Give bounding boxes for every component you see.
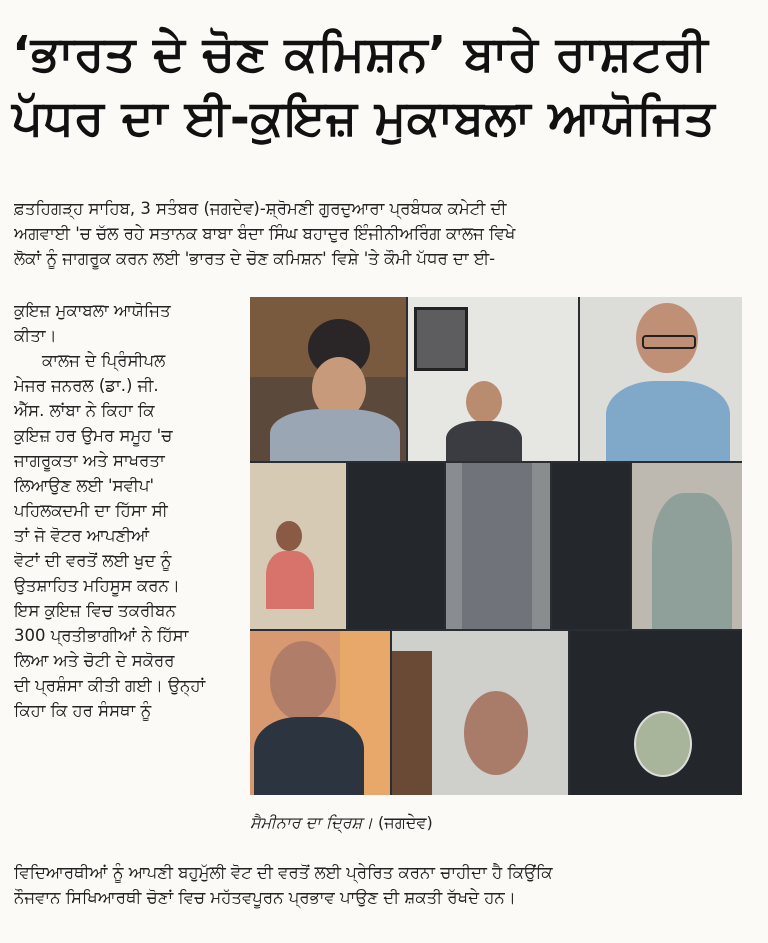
caption-credit: (ਜਗਦੇਵ)	[378, 813, 433, 832]
video-tile	[392, 631, 568, 795]
body-shape	[270, 409, 400, 461]
body-shape	[254, 717, 364, 795]
column-line: ਲਿਆ ਅਤੇ ਚੋਟੀ ਦੇ ਸਕੋਰਰ	[14, 651, 175, 670]
headline-line-2: ਪੱਧਰ ਦਾ ਈ-ਕੁਇਜ਼ ਮੁਕਾਬਲਾ ਆਯੋਜਿਤ	[12, 90, 716, 146]
column-line: ਐੱਸ. ਲਾਂਬਾ ਨੇ ਕਿਹਾ ਕਿ	[14, 401, 155, 420]
video-tile	[632, 463, 742, 629]
column-line: ਵੋਟਾਂ ਦੀ ਵਰਤੋਂ ਲਈ ਖੁਦ ਨੂੰ	[14, 551, 172, 570]
caption-text: ਸੈਮੀਨਾਰ ਦਾ ਦ੍ਰਿਸ਼।	[250, 813, 373, 832]
column-line: ਉਤਸ਼ਾਹਿਤ ਮਹਿਸੂਸ ਕਰਨ।	[14, 576, 180, 595]
column-line: ਕੁਇਜ਼ ਮੁਕਾਬਲਾ ਆਯੋਜਿਤ	[14, 301, 171, 320]
headline	[12, 22, 756, 150]
video-tile	[446, 463, 550, 629]
intro-line: ਫ਼ਤਹਿਗੜ੍ਹ ਸਾਹਿਬ, 3 ਸਤੰਬਰ (ਜਗਦੇਵ)-ਸ਼੍ਰੋਮਣੀ ਗੁਰਦੁਆਰਾ ਪ੍ਰਬੰਧਕ ਕਮੇਟੀ ਦੀ	[14, 199, 507, 218]
video-tile	[570, 631, 742, 795]
column-line: ਕਿਹਾ ਕਿ ਹਰ ਸੰਸਥਾ ਨੂੰ	[14, 701, 152, 720]
article-closing	[14, 860, 754, 910]
intro-line: ਅਗਵਾਈ 'ਚ ਚੱਲ ਰਹੇ ਸਤਾਨਕ ਬਾਬਾ ਬੰਦਾ ਸਿੰਘ ਬਹਾਦੁਰ ਇੰਜੀਨੀਅਰਿੰਗ ਕਾਲਜ ਵਿਖੇ	[14, 224, 516, 243]
video-tile	[552, 463, 630, 629]
body-shape	[266, 551, 314, 609]
video-tile	[408, 297, 578, 461]
article-column	[14, 298, 242, 723]
column-line: ਜਾਗਰੂਕਤਾ ਅਤੇ ਸਾਖਰਤਾ	[14, 451, 165, 470]
video-tile	[250, 463, 346, 629]
video-tile	[348, 463, 444, 629]
intro-line: ਲੋਕਾਂ ਨੂੰ ਜਾਗਰੂਕ ਕਰਨ ਲਈ 'ਭਾਰਤ ਦੇ ਚੋਣ ਕਮਿਸ਼ਨ' ਵਿਸ਼ੇ 'ਤੇ ਕੌਮੀ ਪੱਧਰ ਦਾ ਈ-	[14, 249, 496, 268]
closing-line: ਵਿਦਿਆਰਥੀਆਂ ਨੂੰ ਆਪਣੀ ਬਹੁਮੁੱਲੀ ਵੋਟ ਦੀ ਵਰਤੋਂ ਲਈ ਪ੍ਰੇਰਿਤ ਕਰਨਾ ਚਾਹੀਦਾ ਹੈ ਕਿਉਂਕਿ	[14, 863, 553, 882]
headline-line-1: ‘ਭਾਰਤ ਦੇ ਚੋਣ ਕਮਿਸ਼ਨ’ ਬਾਰੇ ਰਾਸ਼ਟਰੀ	[12, 26, 709, 82]
photo-caption	[250, 813, 433, 833]
column-line: ਮੇਜਰ ਜਨਰਲ (ਡਾ.) ਜੀ.	[14, 376, 159, 395]
seminar-photo	[250, 297, 742, 795]
avatar	[634, 711, 692, 777]
face-shape	[276, 521, 302, 551]
video-tile	[580, 297, 742, 461]
video-tile	[250, 297, 406, 461]
video-tile	[250, 631, 390, 795]
column-line: ਕੁਇਜ਼ ਹਰ ਉਮਰ ਸਮੂਹ 'ਚ	[14, 426, 173, 445]
column-line: ਕੀਤਾ।	[14, 326, 57, 345]
column-line: 300 ਪ੍ਰਤੀਭਾਗੀਆਂ ਨੇ ਹਿੱਸਾ	[14, 626, 189, 645]
body-shape	[652, 493, 732, 629]
column-line: ਪਹਿਲਕਦਮੀ ਦਾ ਹਿੱਸਾ ਸੀ	[14, 501, 168, 520]
column-line: ਇਸ ਕੁਇਜ਼ ਵਿਚ ਤਕਰੀਬਨ	[14, 601, 176, 620]
face-shape	[270, 641, 336, 721]
face-shape	[464, 691, 528, 775]
column-line: ਲਿਆਉਣ ਲਈ 'ਸਵੀਪ'	[14, 476, 155, 495]
face-shape	[466, 381, 502, 423]
column-line: ਤਾਂ ਜੋ ਵੋਟਰ ਆਪਣੀਆਂ	[14, 526, 150, 545]
article-intro	[14, 196, 754, 271]
body-shape	[446, 421, 522, 461]
body-shape	[606, 381, 730, 461]
column-line: ਦੀ ਪ੍ਰਸ਼ੰਸਾ ਕੀਤੀ ਗਈ। ਉਨ੍ਹਾਂ	[14, 676, 206, 695]
closing-line: ਨੌਜਵਾਨ ਸਿਖਿਆਰਥੀ ਚੋਣਾਂ ਵਿਚ ਮਹੱਤਵਪੂਰਨ ਪ੍ਰਭਾਵ ਪਾਉਣ ਦੀ ਸ਼ਕਤੀ ਰੱਖਦੇ ਹਨ।	[14, 888, 516, 907]
column-line: ਕਾਲਜ ਦੇ ਪ੍ਰਿੰਸੀਪਲ	[42, 351, 166, 370]
